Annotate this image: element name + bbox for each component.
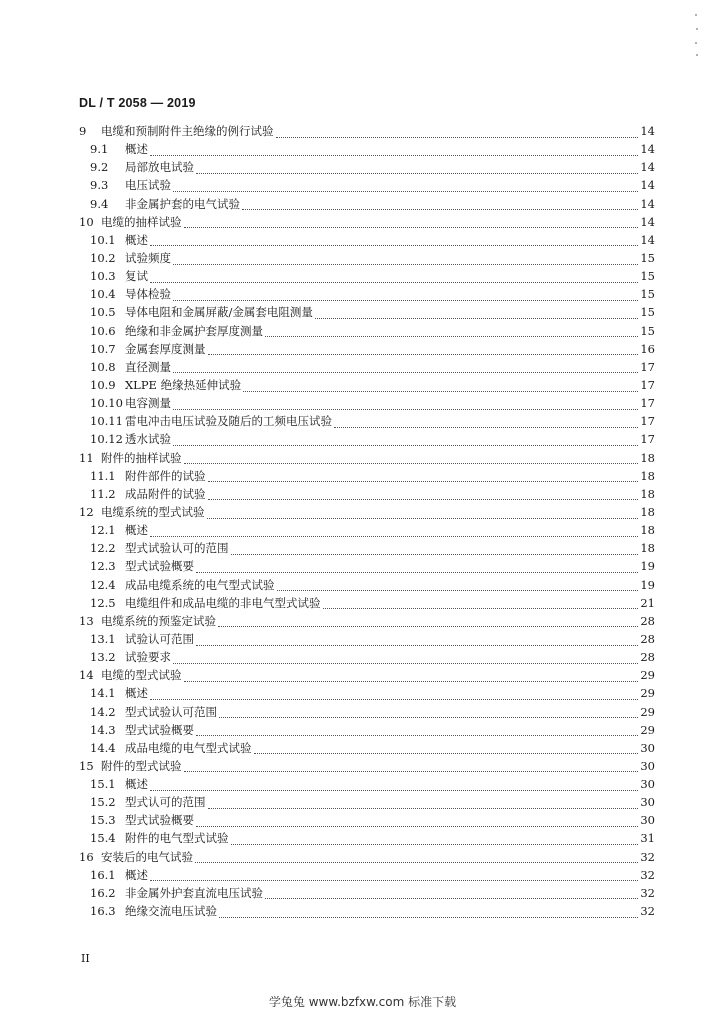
toc-entry-number: 15.1 <box>90 777 116 792</box>
toc-entry-number: 10.11 <box>90 414 123 429</box>
toc-entry-page: 18 <box>640 450 655 465</box>
toc-entry-number: 9.4 <box>90 196 109 211</box>
toc-dot-leader <box>184 671 639 682</box>
toc-entry-page: 32 <box>640 867 655 882</box>
toc-entry[interactable] <box>79 195 655 213</box>
toc-entry-page: 30 <box>640 795 655 810</box>
toc-dot-leader <box>265 888 638 899</box>
toc-entry-title: 型式试验认可范围 <box>125 704 217 719</box>
toc-dot-leader <box>243 381 638 392</box>
toc-entry-title: 附件的电气型式试验 <box>125 831 229 846</box>
toc-entry-page: 30 <box>640 813 655 828</box>
toc-entry-page: 16 <box>640 341 655 356</box>
toc-dot-leader <box>208 798 639 809</box>
toc-entry-number: 13 <box>79 613 94 628</box>
toc-entry-page: 30 <box>640 777 655 792</box>
toc-entry[interactable] <box>79 503 655 521</box>
toc-entry-title: 直径测量 <box>125 359 171 374</box>
toc-entry-number: 12.4 <box>90 577 116 592</box>
toc-entry-title: 概述 <box>125 142 148 157</box>
toc-entry[interactable] <box>79 122 655 140</box>
toc-entry[interactable] <box>79 648 655 666</box>
toc-entry-title: 成品附件的试验 <box>125 486 206 501</box>
toc-entry-number: 12.5 <box>90 595 116 610</box>
toc-entry-number: 14.4 <box>90 740 116 755</box>
toc-entry-title: 金属套厚度测量 <box>125 341 206 356</box>
toc-entry-page: 17 <box>640 432 655 447</box>
toc-entry-page: 32 <box>640 885 655 900</box>
toc-entry[interactable] <box>79 539 655 557</box>
toc-entry-title: 绝缘和非金属护套厚度测量 <box>125 323 263 338</box>
toc-entry-number: 16 <box>79 849 94 864</box>
toc-dot-leader <box>276 127 639 138</box>
toc-entry[interactable] <box>79 231 655 249</box>
toc-entry-page: 29 <box>640 686 655 701</box>
toc-entry-title: 型式试验概要 <box>125 722 194 737</box>
toc-entry[interactable] <box>79 303 655 321</box>
toc-entry-number: 9.1 <box>90 142 109 157</box>
toc-entry-number: 12 <box>79 504 94 519</box>
toc-dot-leader <box>242 199 638 210</box>
toc-entry[interactable] <box>79 430 655 448</box>
toc-dot-leader <box>231 834 639 845</box>
toc-dot-leader <box>150 235 638 246</box>
toc-entry-page: 17 <box>640 396 655 411</box>
toc-entry[interactable] <box>79 793 655 811</box>
toc-entry[interactable] <box>79 267 655 285</box>
toc-dot-leader <box>150 145 638 156</box>
toc-entry-title: 电缆系统的型式试验 <box>101 504 205 519</box>
toc-dot-leader <box>173 435 638 446</box>
toc-entry-number: 15.4 <box>90 831 116 846</box>
toc-entry-title: 电缆的抽样试验 <box>101 214 182 229</box>
toc-entry-page: 29 <box>640 722 655 737</box>
toc-entry-title: 电容测量 <box>125 396 171 411</box>
toc-entry-number: 9 <box>79 124 87 138</box>
toc-entry[interactable] <box>79 394 655 412</box>
toc-entry-title: 型式试验概要 <box>125 559 194 574</box>
toc-entry-title: 绝缘交流电压试验 <box>125 904 217 919</box>
toc-dot-leader <box>150 272 638 283</box>
toc-entry-number: 10.8 <box>90 359 116 374</box>
toc-entry[interactable] <box>79 703 655 721</box>
toc-entry[interactable] <box>79 848 655 866</box>
toc-entry[interactable] <box>79 757 655 775</box>
toc-dot-leader <box>173 290 638 301</box>
toc-dot-leader <box>254 743 639 754</box>
toc-entry[interactable] <box>79 322 655 340</box>
toc-entry-title: 电缆和预制附件主绝缘的例行试验 <box>101 124 274 138</box>
toc-entry-page: 30 <box>640 740 655 755</box>
toc-entry[interactable] <box>79 576 655 594</box>
toc-entry-title: 导体检验 <box>125 287 171 302</box>
toc-entry-number: 14.3 <box>90 722 116 737</box>
toc-entry[interactable] <box>79 811 655 829</box>
toc-entry-number: 9.3 <box>90 178 109 193</box>
toc-entry-title: 附件的型式试验 <box>101 758 182 773</box>
toc-entry[interactable] <box>79 594 655 612</box>
toc-entry[interactable] <box>79 666 655 684</box>
toc-entry-title: 电缆组件和成品电缆的非电气型式试验 <box>125 595 321 610</box>
toc-entry-page: 29 <box>640 704 655 719</box>
toc-dot-leader <box>184 761 639 772</box>
toc-entry[interactable] <box>79 684 655 702</box>
toc-entry-page: 31 <box>640 831 655 846</box>
toc-entry-title: 试验认可范围 <box>125 631 194 646</box>
toc-entry-page: 29 <box>640 668 655 683</box>
toc-entry-title: 试验要求 <box>125 650 171 665</box>
toc-entry-number: 10.3 <box>90 269 116 284</box>
toc-entry-title: 电压试验 <box>125 178 171 193</box>
toc-entry-page: 18 <box>640 468 655 483</box>
toc-entry-number: 15 <box>79 758 94 773</box>
toc-entry-title: 非金属外护套直流电压试验 <box>125 885 263 900</box>
toc-dot-leader <box>323 598 639 609</box>
toc-entry-page: 18 <box>640 486 655 501</box>
toc-entry[interactable] <box>79 358 655 376</box>
toc-entry-title: 局部放电试验 <box>125 160 194 175</box>
toc-dot-leader <box>173 653 638 664</box>
toc-entry-title: 非金属护套的电气试验 <box>125 196 240 211</box>
toc-entry[interactable] <box>79 376 655 394</box>
document-code: DL / T 2058 — 2019 <box>79 96 196 110</box>
toc-entry-number: 12.1 <box>90 523 116 538</box>
toc-entry-page: 14 <box>640 232 655 247</box>
toc-entry-number: 16.2 <box>90 885 116 900</box>
toc-entry[interactable] <box>79 612 655 630</box>
toc-entry-title: 复试 <box>125 269 148 284</box>
toc-entry-page: 28 <box>640 631 655 646</box>
toc-entry-page: 14 <box>640 142 655 157</box>
toc-dot-leader <box>196 816 638 827</box>
scan-specks <box>693 8 699 68</box>
toc-entry-number: 10.12 <box>90 432 123 447</box>
toc-entry-number: 10.4 <box>90 287 116 302</box>
toc-entry[interactable] <box>79 176 655 194</box>
toc-entry-number: 10.10 <box>90 396 123 411</box>
toc-entry[interactable] <box>79 412 655 430</box>
toc-dot-leader <box>207 508 639 519</box>
toc-entry-title: 试验频度 <box>125 250 171 265</box>
toc-dot-leader <box>196 635 638 646</box>
page-number: II <box>81 952 90 965</box>
toc-entry-title: 型式认可的范围 <box>125 795 206 810</box>
toc-entry-title: 安装后的电气试验 <box>101 849 193 864</box>
toc-entry[interactable] <box>79 557 655 575</box>
toc-entry-page: 18 <box>640 504 655 519</box>
toc-entry-page: 17 <box>640 359 655 374</box>
toc-dot-leader <box>315 308 638 319</box>
toc-entry-page: 14 <box>640 124 655 138</box>
toc-entry-page: 30 <box>640 758 655 773</box>
toc-dot-leader <box>150 780 638 791</box>
toc-entry-number: 13.2 <box>90 650 116 665</box>
toc-entry-number: 11 <box>79 450 94 465</box>
toc-entry[interactable] <box>79 721 655 739</box>
toc-entry-page: 15 <box>640 287 655 302</box>
toc-dot-leader <box>231 544 639 555</box>
toc-entry-title: XLPE 绝缘热延伸试验 <box>125 377 242 392</box>
toc-entry[interactable] <box>79 249 655 267</box>
toc-entry-page: 32 <box>640 849 655 864</box>
toc-entry[interactable] <box>79 902 655 920</box>
toc-entry-title: 概述 <box>125 686 148 701</box>
toc-entry[interactable] <box>79 630 655 648</box>
toc-entry-number: 15.3 <box>90 813 116 828</box>
toc-entry-title: 附件部件的试验 <box>125 468 206 483</box>
toc-entry-page: 18 <box>640 541 655 556</box>
toc-dot-leader <box>219 907 638 918</box>
toc-entry-page: 14 <box>640 160 655 175</box>
toc-dot-leader <box>219 707 638 718</box>
toc-entry-page: 15 <box>640 269 655 284</box>
toc-dot-leader <box>196 163 638 174</box>
toc-dot-leader <box>208 344 639 355</box>
toc-entry-number: 10.1 <box>90 232 116 247</box>
toc-entry-page: 14 <box>640 214 655 229</box>
toc-dot-leader <box>195 852 638 863</box>
watermark-text: 学兔兔 www.bzfxw.com 标准下载 <box>268 995 457 1009</box>
toc-dot-leader <box>208 471 639 482</box>
toc-entry[interactable] <box>79 775 655 793</box>
toc-dot-leader <box>218 616 638 627</box>
toc-entry-title: 导体电阻和金属屏蔽/金属套电阻测量 <box>125 305 313 320</box>
toc-entry-page: 21 <box>640 595 655 610</box>
toc-entry-number: 11.1 <box>90 468 116 483</box>
toc-entry[interactable] <box>79 213 655 231</box>
toc-entry[interactable] <box>79 140 655 158</box>
toc-dot-leader <box>150 689 638 700</box>
toc-dot-leader <box>173 254 638 265</box>
toc-dot-leader <box>277 580 639 591</box>
toc-entry-number: 10.9 <box>90 377 116 392</box>
toc-entry-page: 15 <box>640 305 655 320</box>
toc-entry-number: 16.3 <box>90 904 116 919</box>
toc-entry[interactable] <box>79 467 655 485</box>
toc-entry-page: 14 <box>640 196 655 211</box>
toc-entry-number: 10.5 <box>90 305 116 320</box>
toc-dot-leader <box>334 417 638 428</box>
toc-entry[interactable] <box>79 866 655 884</box>
toc-dot-leader <box>196 562 638 573</box>
toc-dot-leader <box>150 526 638 537</box>
toc-entry-number: 10 <box>79 214 94 229</box>
toc-entry-title: 概述 <box>125 777 148 792</box>
toc-entry-number: 14.2 <box>90 704 116 719</box>
toc-entry-title: 成品电缆的电气型式试验 <box>125 740 252 755</box>
toc-dot-leader <box>196 725 638 736</box>
toc-entry-number: 10.6 <box>90 323 116 338</box>
toc-entry-number: 16.1 <box>90 867 116 882</box>
toc-entry[interactable] <box>79 521 655 539</box>
toc-entry-number: 10.7 <box>90 341 116 356</box>
toc-entry-number: 14 <box>79 668 94 683</box>
toc-dot-leader <box>208 489 639 500</box>
toc-entry-number: 9.2 <box>90 160 109 175</box>
toc-entry-page: 28 <box>640 613 655 628</box>
toc-dot-leader <box>173 181 638 192</box>
toc-entry-page: 15 <box>640 250 655 265</box>
toc-entry-page: 17 <box>640 414 655 429</box>
table-of-contents <box>79 122 655 920</box>
toc-entry[interactable] <box>79 884 655 902</box>
toc-entry-number: 13.1 <box>90 631 116 646</box>
toc-entry-number: 11.2 <box>90 486 116 501</box>
toc-entry-number: 10.2 <box>90 250 116 265</box>
toc-entry-page: 32 <box>640 904 655 919</box>
toc-entry[interactable] <box>79 449 655 467</box>
toc-entry[interactable] <box>79 739 655 757</box>
toc-dot-leader <box>184 453 639 464</box>
toc-entry-page: 17 <box>640 377 655 392</box>
toc-dot-leader <box>173 399 638 410</box>
toc-entry-page: 15 <box>640 323 655 338</box>
toc-entry[interactable] <box>79 485 655 503</box>
toc-dot-leader <box>265 326 638 337</box>
toc-entry[interactable] <box>79 285 655 303</box>
toc-entry-page: 19 <box>640 559 655 574</box>
toc-entry[interactable] <box>79 829 655 847</box>
toc-entry-title: 概述 <box>125 232 148 247</box>
toc-entry-title: 型式试验认可的范围 <box>125 541 229 556</box>
toc-entry-title: 概述 <box>125 867 148 882</box>
toc-entry-number: 14.1 <box>90 686 116 701</box>
toc-entry-title: 电缆系统的预鉴定试验 <box>101 613 216 628</box>
toc-dot-leader <box>150 870 638 881</box>
toc-entry-number: 15.2 <box>90 795 116 810</box>
toc-entry-number: 12.2 <box>90 541 116 556</box>
toc-entry-title: 电缆的型式试验 <box>101 668 182 683</box>
toc-entry-title: 附件的抽样试验 <box>101 450 182 465</box>
toc-entry-page: 14 <box>640 178 655 193</box>
toc-entry[interactable] <box>79 340 655 358</box>
toc-entry-title: 型式试验概要 <box>125 813 194 828</box>
toc-entry-title: 概述 <box>125 523 148 538</box>
toc-dot-leader <box>173 362 638 373</box>
toc-entry-page: 28 <box>640 650 655 665</box>
toc-entry-title: 雷电冲击电压试验及随后的工频电压试验 <box>125 414 332 429</box>
toc-entry-page: 19 <box>640 577 655 592</box>
toc-entry-title: 透水试验 <box>125 432 171 447</box>
toc-entry-title: 成品电缆系统的电气型式试验 <box>125 577 275 592</box>
toc-entry-number: 12.3 <box>90 559 116 574</box>
toc-dot-leader <box>184 217 639 228</box>
toc-entry[interactable] <box>79 158 655 176</box>
toc-entry-page: 18 <box>640 523 655 538</box>
